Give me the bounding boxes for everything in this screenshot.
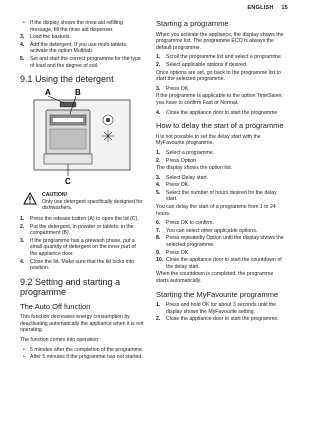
steps-start-3 <box>156 110 286 117</box>
left-column <box>20 20 144 362</box>
step-text: Press OK. <box>166 85 190 92</box>
list-item <box>156 158 286 165</box>
list-item <box>20 56 144 69</box>
step-number: 2. <box>20 223 25 230</box>
step-number: 5. <box>20 55 25 62</box>
list-item <box>20 42 144 55</box>
step-text: Press and hold OK for about 3 seconds until the display shows the MyFavourite setting. <box>166 302 277 315</box>
step-number: 3. <box>156 85 161 92</box>
step-number: 4. <box>20 41 25 48</box>
steps-favourite <box>156 302 286 323</box>
step-text: Press Option. <box>166 157 198 164</box>
step-number: 7. <box>156 227 161 234</box>
step-text: Close the lid. Make sure that the lid locks into position. <box>30 258 135 272</box>
step-number: 2. <box>156 157 161 164</box>
caution-text: Only use detergent specifically designed for dishwashers. <box>42 198 143 212</box>
steps-delay <box>156 150 286 164</box>
list-item <box>156 302 286 315</box>
steps-start-2 <box>156 86 286 93</box>
subheading-delay-start: How to delay the start of a programme <box>156 121 284 131</box>
step-number: 4. <box>156 109 161 116</box>
list-item <box>156 150 286 157</box>
steps-detergent <box>20 216 144 272</box>
step-text: Press OK to confirm. <box>166 220 214 227</box>
step-text: Close the appliance door to start the countdown of the delay start. <box>166 257 282 270</box>
step-number: 2. <box>156 61 161 68</box>
steps-top <box>20 34 144 69</box>
step-text: Put the detergent, in powder or tablets, in the compartment (B). <box>30 223 134 237</box>
step-number: 4. <box>156 182 161 189</box>
step-text: Set and start the correct programme for the type of load and the degree of soil. <box>30 55 141 69</box>
list-item <box>156 86 286 93</box>
list-item <box>156 250 286 257</box>
step-text: Close the appliance door to start the programme <box>166 109 278 116</box>
step-text: Scroll the programme list and select a programme. <box>166 54 283 61</box>
start-paragraph-2: Once options are set, go back to the programme list to start the selected programme. <box>156 69 281 83</box>
start-paragraph: When you activate the appliance, the display shows the programme list. The programme ECO is always the default programme. <box>156 31 284 51</box>
step-number: 2. <box>156 316 161 323</box>
step-text: Press repeatedly Option until the display shows the selected programme. <box>166 235 284 249</box>
step-number: 1. <box>20 215 25 222</box>
warning-triangle-icon <box>23 192 37 205</box>
auto-off-intro: The function comes into operation: <box>20 337 100 344</box>
step-number: 5. <box>156 189 161 196</box>
list-item <box>20 259 144 272</box>
dispenser-illustration <box>20 88 144 186</box>
auto-off-bullets <box>20 347 144 361</box>
list-item: • 5 minutes after the completion of the programme. <box>20 347 144 354</box>
header-page-number: 15 <box>281 5 288 11</box>
step-number: 3. <box>20 237 25 244</box>
page-header <box>241 5 288 11</box>
auto-off-paragraph: This function decreases energy consumption by deactivating automatically the appliance when it is not operating. <box>20 314 144 334</box>
list-item <box>156 54 286 61</box>
step-text: If the programme has a prewash phase, put a small quantity of detergent on the inner part of the appliance door. <box>30 237 136 257</box>
header-language: ENGLISH <box>247 5 274 11</box>
list-item <box>20 34 144 41</box>
step-number: 1. <box>156 54 161 61</box>
subheading-auto-off: The Auto Off function <box>20 301 91 311</box>
list-item <box>156 235 286 248</box>
list-item <box>156 257 286 270</box>
step-number: 3. <box>156 174 161 181</box>
section-heading-detergent: 9.1 Using the detergent <box>20 74 114 85</box>
step-text: Press OK. <box>166 249 190 256</box>
label-c: C <box>65 177 71 187</box>
delay-paragraph-4: When the countdown is completed, the programme starts automatically. <box>156 271 274 284</box>
step-text: Close the appliance door to start the programme. <box>166 316 279 323</box>
delay-paragraph-2: The display shows the option list. <box>156 165 233 172</box>
caution-title: CAUTION! <box>42 192 68 199</box>
step-text: Select a programme. <box>166 149 215 156</box>
start-paragraph-3: If the programme is applicable to the option TimeSaver, you have to confirm Fast or Normal. <box>156 93 283 106</box>
step-text: You can select other applicable options. <box>166 227 258 234</box>
list-item <box>20 224 144 237</box>
list-item <box>156 190 286 203</box>
delay-paragraph: It is not possible to set the delay start with the MyFavourite programme. <box>156 133 261 147</box>
step-number: 9. <box>156 249 161 256</box>
list-item <box>156 62 286 69</box>
steps-start <box>156 54 286 68</box>
step-number: 4. <box>20 258 25 265</box>
subheading-starting-programme: Starting a programme <box>156 19 229 28</box>
list-item <box>156 175 286 182</box>
list-item <box>156 228 286 235</box>
step-text: Select applicable options if desired. <box>166 61 248 68</box>
list-item <box>156 316 286 323</box>
list-item <box>156 220 286 227</box>
step-text: Select the number of hours desired for the delay start. <box>166 189 277 203</box>
step-text: Load the baskets. <box>30 34 71 41</box>
step-text: Press OK. <box>166 182 190 189</box>
step-number: 3. <box>20 34 25 41</box>
steps-delay-3 <box>156 220 286 270</box>
label-b: B <box>75 88 81 98</box>
step-number: 1. <box>156 302 161 309</box>
detergent-dispenser-figure <box>20 88 144 186</box>
label-a: A <box>45 88 51 98</box>
step-number: 8. <box>156 235 161 242</box>
list-item <box>156 110 286 117</box>
subheading-myfavourite: Starting the MyFavourite programme <box>156 289 279 299</box>
step-number: 10. <box>156 257 164 264</box>
step-text: Press the release button (A) to open the lid (C). <box>30 215 139 222</box>
list-item: • If the display shows the rinse aid refilling message, fill the rinse aid dispenser. <box>20 20 144 33</box>
step-number: 6. <box>156 220 161 227</box>
right-column <box>156 20 286 324</box>
caution-notice <box>20 192 144 212</box>
list-item <box>20 238 144 258</box>
list-item <box>20 216 144 223</box>
steps-delay-2 <box>156 175 286 203</box>
list-item: • After 5 minutes if the programme has not started. <box>20 354 144 361</box>
list-item <box>156 182 286 189</box>
step-number: 1. <box>156 149 161 156</box>
step-text: Add the detergent. If you use multi-tablets, activate the option Multitab. <box>30 41 128 55</box>
step-text: Select Delay start. <box>166 174 209 181</box>
section-heading-setting: 9.2 Setting and starting a programme <box>20 276 121 297</box>
delay-paragraph-3: You can delay the start of a programme from 1 to 24 hours. <box>156 204 276 217</box>
